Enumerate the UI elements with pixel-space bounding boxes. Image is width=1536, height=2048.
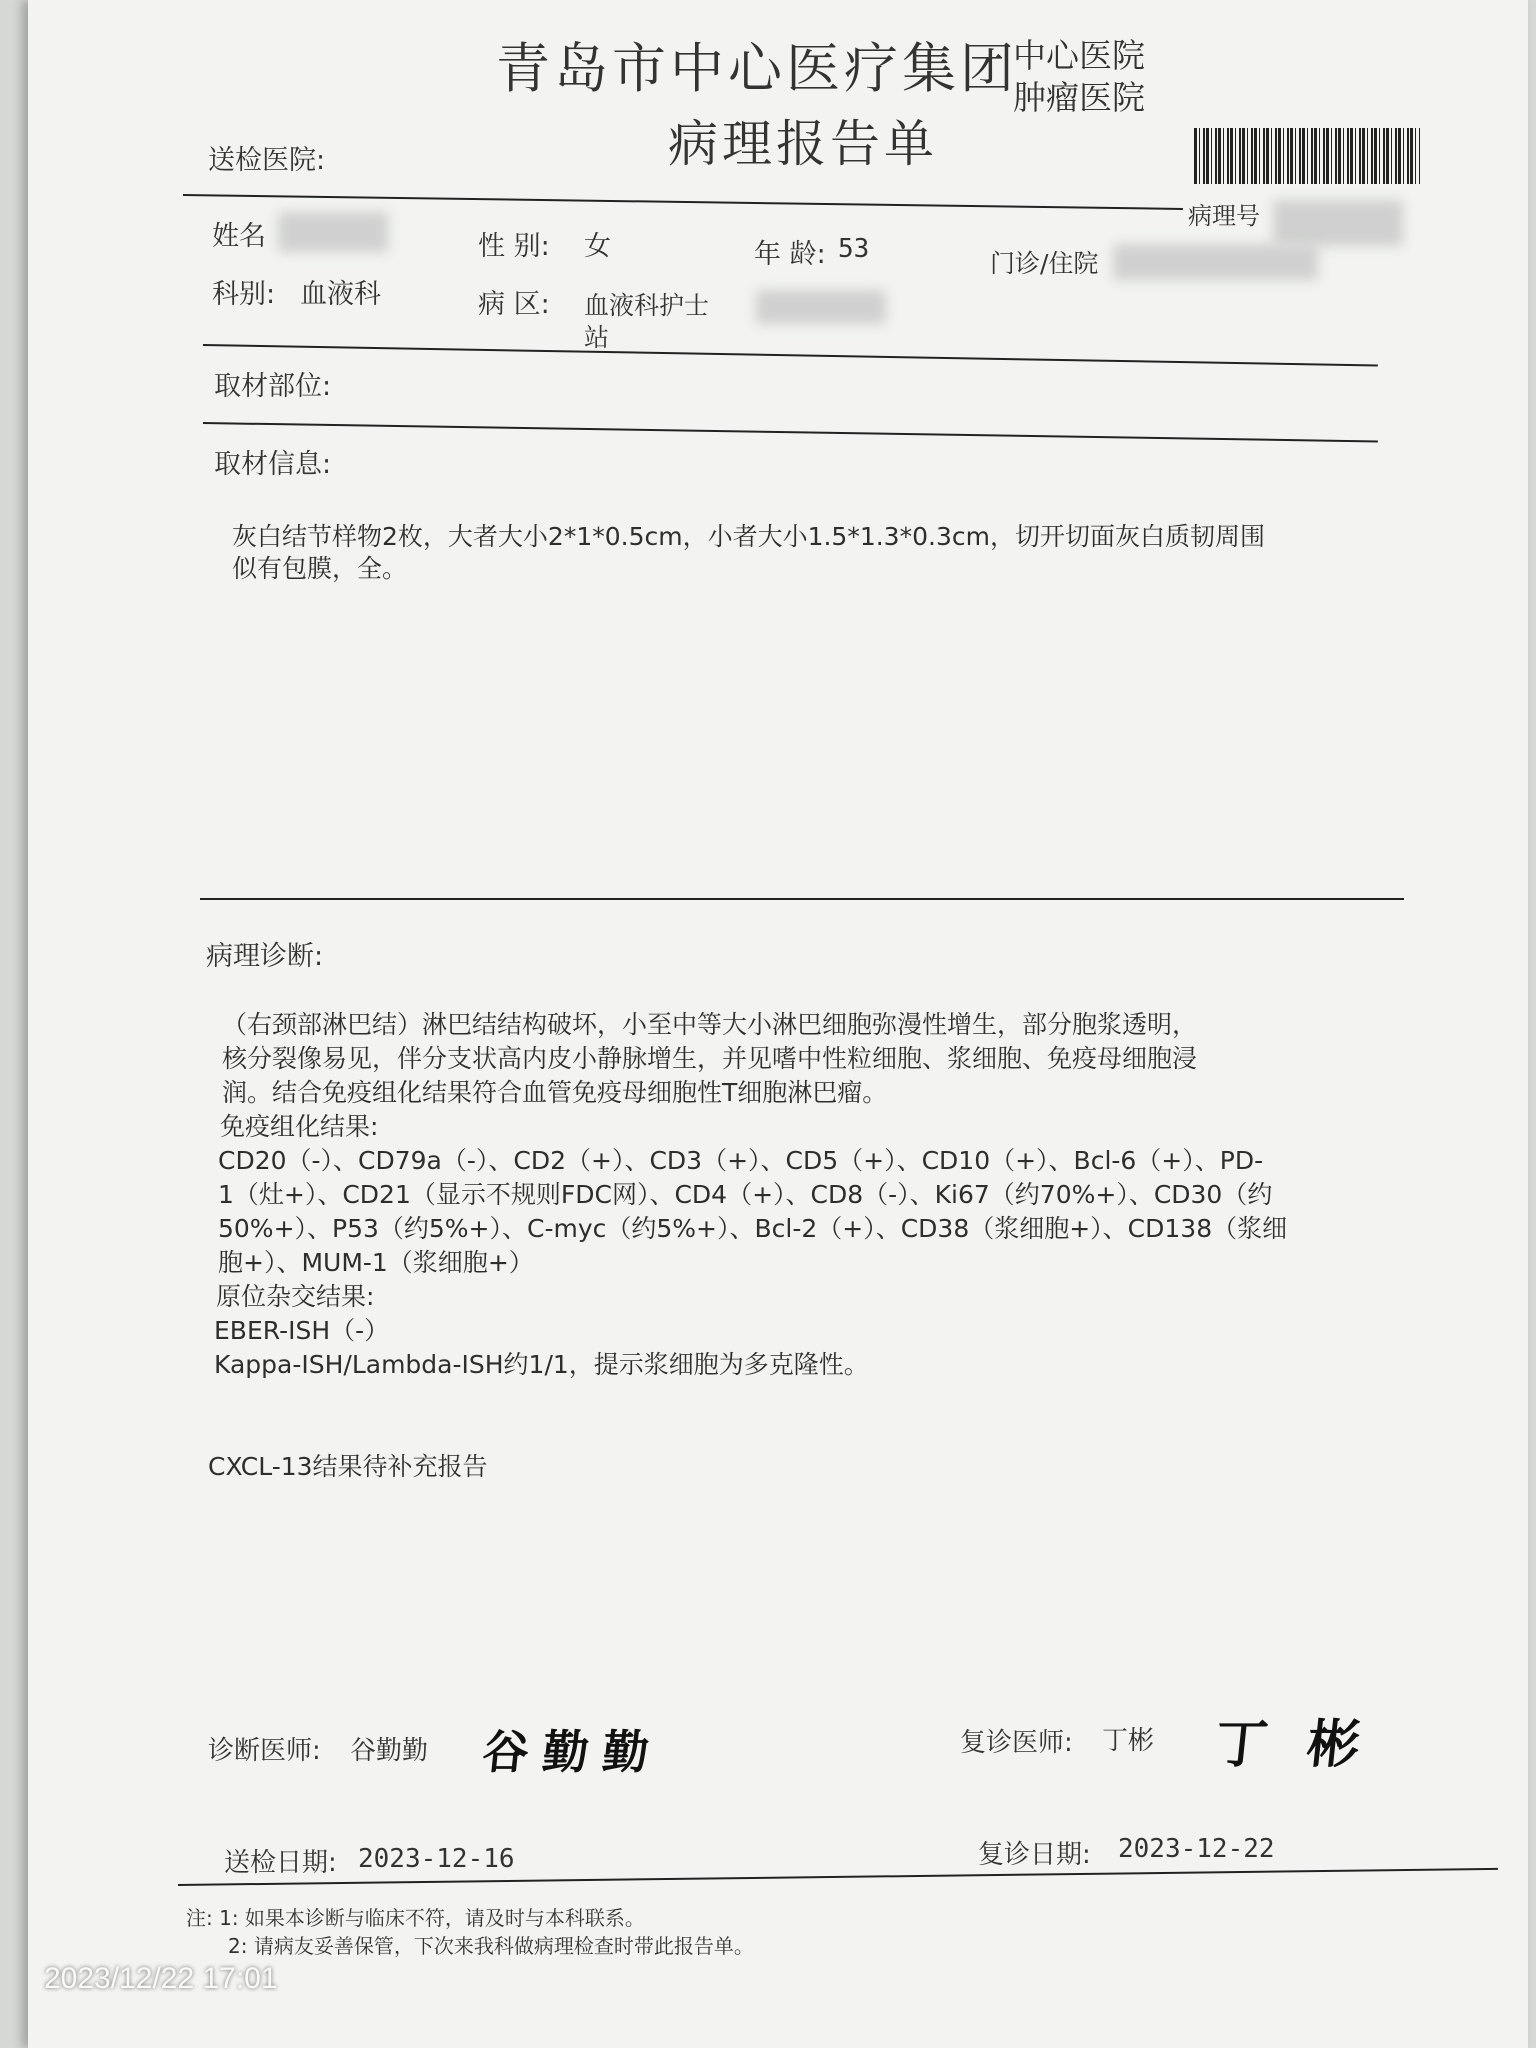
hospital-name-2: 肿瘤医院 bbox=[1013, 78, 1145, 117]
diagnosis-line: 核分裂像易见，伴分支状高内皮小静脉增生，并见嗜中性粒细胞、浆细胞、免疫母细胞浸 bbox=[222, 1044, 1198, 1073]
review-date-value: 2023-12-22 bbox=[1118, 1834, 1275, 1864]
report-title: 病理报告单 bbox=[668, 115, 938, 173]
ish-results-line: Kappa-ISH/Lambda-ISH约1/1，提示浆细胞为多克隆性。 bbox=[214, 1350, 869, 1379]
header-divider bbox=[183, 194, 1183, 210]
name-label: 姓名 bbox=[212, 221, 266, 252]
review-date-label: 复诊日期: bbox=[978, 1840, 1091, 1870]
reviewing-doctor-signature: 丁彬 bbox=[1212, 1714, 1403, 1775]
footnote-line-1: 注: 1: 如果本诊断与临床不符，请及时与本科联系。 bbox=[186, 1906, 645, 1930]
ihc-results-line: 1（灶+）、CD21（显示不规则FDC网）、CD4（+）、CD8（-）、Ki67（约70%+）、CD30（约 bbox=[218, 1180, 1273, 1209]
sending-hospital-label: 送检医院: bbox=[208, 145, 326, 176]
department-label: 科别: bbox=[212, 279, 276, 310]
footnote-line-2: 2: 请病友妥善保管，下次来我科做病理检查时带此报告单。 bbox=[228, 1934, 754, 1958]
sex-value: 女 bbox=[584, 231, 611, 262]
supplementary-report-note: CXCL-13结果待补充报告 bbox=[208, 1452, 488, 1481]
hospital-name-1: 中心医院 bbox=[1013, 36, 1145, 75]
ihc-results-line: 胞+）、MUM-1（浆细胞+） bbox=[218, 1248, 534, 1277]
ish-results-line: EBER-ISH（-） bbox=[214, 1316, 390, 1345]
pathology-report-sheet bbox=[28, 0, 1528, 2048]
diagnosing-doctor-signature: 谷勤勤 bbox=[479, 1725, 666, 1779]
sex-label: 性 别: bbox=[478, 231, 550, 262]
submission-date-value: 2023-12-16 bbox=[358, 1844, 515, 1874]
specimen-section-divider bbox=[200, 898, 1404, 900]
redacted-clinic-number bbox=[1113, 244, 1318, 280]
reviewing-doctor-name: 丁彬 bbox=[1102, 1726, 1155, 1756]
report-title-institution: 青岛市中心医疗集团 bbox=[496, 37, 1018, 100]
pathology-number-label: 病理号 bbox=[1188, 202, 1260, 230]
patient-info-divider bbox=[203, 344, 1378, 367]
diagnosis-label: 病理诊断: bbox=[206, 941, 324, 972]
diagnosis-line: 润。结合免疫组化结果符合血管免疫母细胞性T细胞淋巴瘤。 bbox=[222, 1078, 888, 1107]
diagnosing-doctor-name: 谷勤勤 bbox=[350, 1736, 429, 1766]
department-value: 血液科 bbox=[300, 279, 381, 310]
redacted-pathology-number bbox=[1273, 200, 1403, 246]
ward-label: 病 区: bbox=[478, 289, 550, 320]
diagnosing-doctor-label: 诊断医师: bbox=[208, 1736, 321, 1766]
ward-value-line1: 血液科护士 bbox=[584, 291, 710, 320]
redacted-bed-number bbox=[756, 290, 886, 324]
ihc-results-line: CD20（-）、CD79a（-）、CD2（+）、CD3（+）、CD5（+）、CD10（+）、Bcl-6（+）、PD- bbox=[218, 1146, 1264, 1175]
diagnosis-line: （右颈部淋巴结）淋巴结结构破坏，小至中等大小淋巴细胞弥漫性增生，部分胞浆透明， bbox=[222, 1010, 1198, 1039]
barcode bbox=[1194, 128, 1420, 184]
submission-date-label: 送检日期: bbox=[224, 1848, 337, 1878]
age-label: 年 龄: bbox=[754, 239, 826, 270]
reviewing-doctor-label: 复诊医师: bbox=[960, 1728, 1073, 1758]
specimen-site-label: 取材部位: bbox=[214, 371, 332, 402]
ihc-results-heading: 免疫组化结果: bbox=[220, 1112, 379, 1141]
specimen-info-line2: 似有包膜，全。 bbox=[232, 554, 408, 583]
photo-timestamp: 2023/12/22 17:01 bbox=[44, 1962, 278, 1995]
ward-value-line2: 站 bbox=[584, 323, 610, 352]
ish-results-heading: 原位杂交结果: bbox=[216, 1282, 375, 1311]
specimen-info-label: 取材信息: bbox=[214, 449, 332, 480]
age-value: 53 bbox=[838, 234, 870, 264]
redacted-name bbox=[278, 212, 388, 252]
specimen-site-divider bbox=[203, 422, 1378, 442]
ihc-results-line: 50%+）、P53（约5%+）、C-myc（约5%+）、Bcl-2（+）、CD38（浆细胞+）、CD138（浆细 bbox=[218, 1214, 1288, 1243]
clinic-inpatient-label: 门诊/住院 bbox=[990, 249, 1099, 278]
specimen-info-line1: 灰白结节样物2枚，大者大小2*1*0.5cm，小者大小1.5*1.3*0.3cm，切开切面灰白质韧周围 bbox=[232, 522, 1265, 551]
